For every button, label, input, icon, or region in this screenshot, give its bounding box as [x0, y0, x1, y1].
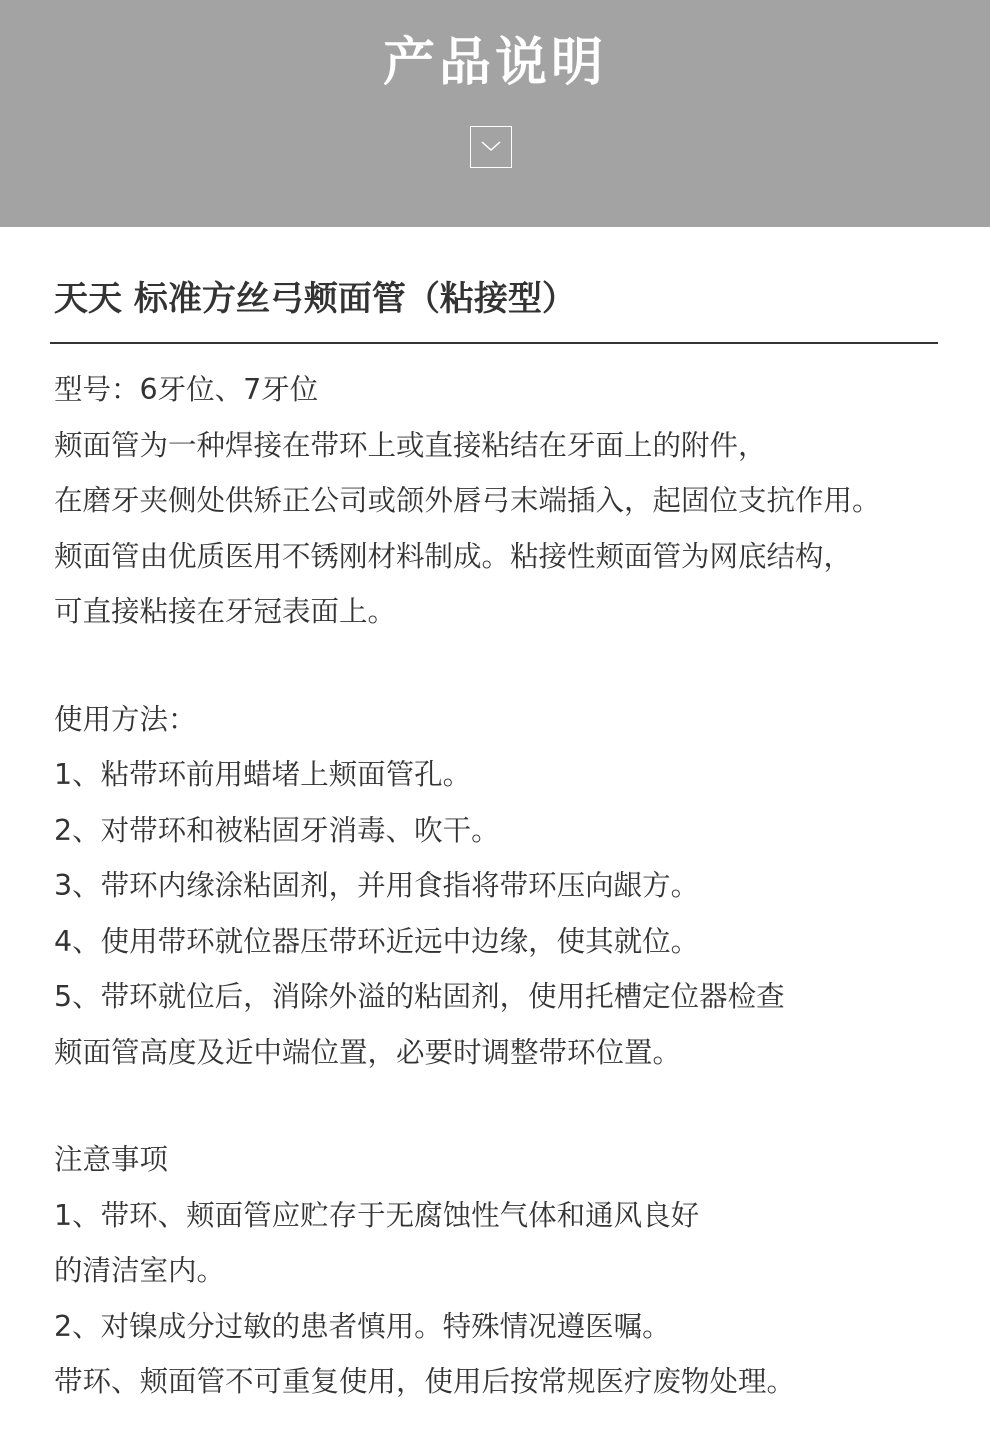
chevron-down-icon [480, 139, 502, 153]
header-banner [0, 0, 990, 227]
content [54, 362, 984, 1410]
divider [50, 342, 938, 344]
usage-heading: 使用方法： [54, 702, 197, 736]
spacer [54, 640, 984, 692]
notes-item: 带环、颊面管不可重复使用，使用后按常规医疗废物处理。 [54, 1365, 796, 1398]
description-line: 颊面管由优质医用不锈刚材料制成。粘接性颊面管为网底结构， [54, 539, 853, 573]
usage-step: 4、使用带环就位器压带环近远中边缘，使其就位。 [54, 924, 700, 958]
notes-item: 1、带环、颊面管应贮存于无腐蚀性气体和通风良好 [54, 1198, 700, 1232]
notes-item: 2、对镍成分过敏的患者慎用。特殊情况遵医嘱。 [54, 1309, 671, 1343]
model-line: 型号：6牙位、7牙位 [54, 373, 319, 406]
expand-button[interactable] [470, 126, 512, 168]
product-title: 天天 标准方丝弓颊面管（粘接型） [54, 279, 576, 319]
description-line: 颊面管为一种焊接在带环上或直接粘结在牙面上的附件， [54, 428, 767, 462]
usage-step: 1、粘带环前用蜡堵上颊面管孔。 [54, 758, 472, 791]
description-line: 可直接粘接在牙冠表面上。 [54, 595, 397, 628]
usage-step: 2、对带环和被粘固牙消毒、吹干。 [54, 813, 500, 847]
notes-item: 的清洁室内。 [54, 1254, 226, 1287]
usage-step: 5、带环就位后，消除外溢的粘固剂，使用托槽定位器检查 [54, 980, 785, 1013]
spacer [54, 1080, 984, 1132]
page-title: 产品说明 [382, 33, 607, 93]
usage-step: 3、带环内缘涂粘固剂，并用食指将带环压向龈方。 [54, 869, 700, 902]
description-line: 在磨牙夹侧处供矫正公司或颌外唇弓末端插入，起固位支抗作用。 [54, 484, 881, 517]
notes-heading: 注意事项 [54, 1143, 169, 1176]
usage-step: 颊面管高度及近中端位置，必要时调整带环位置。 [54, 1035, 682, 1069]
